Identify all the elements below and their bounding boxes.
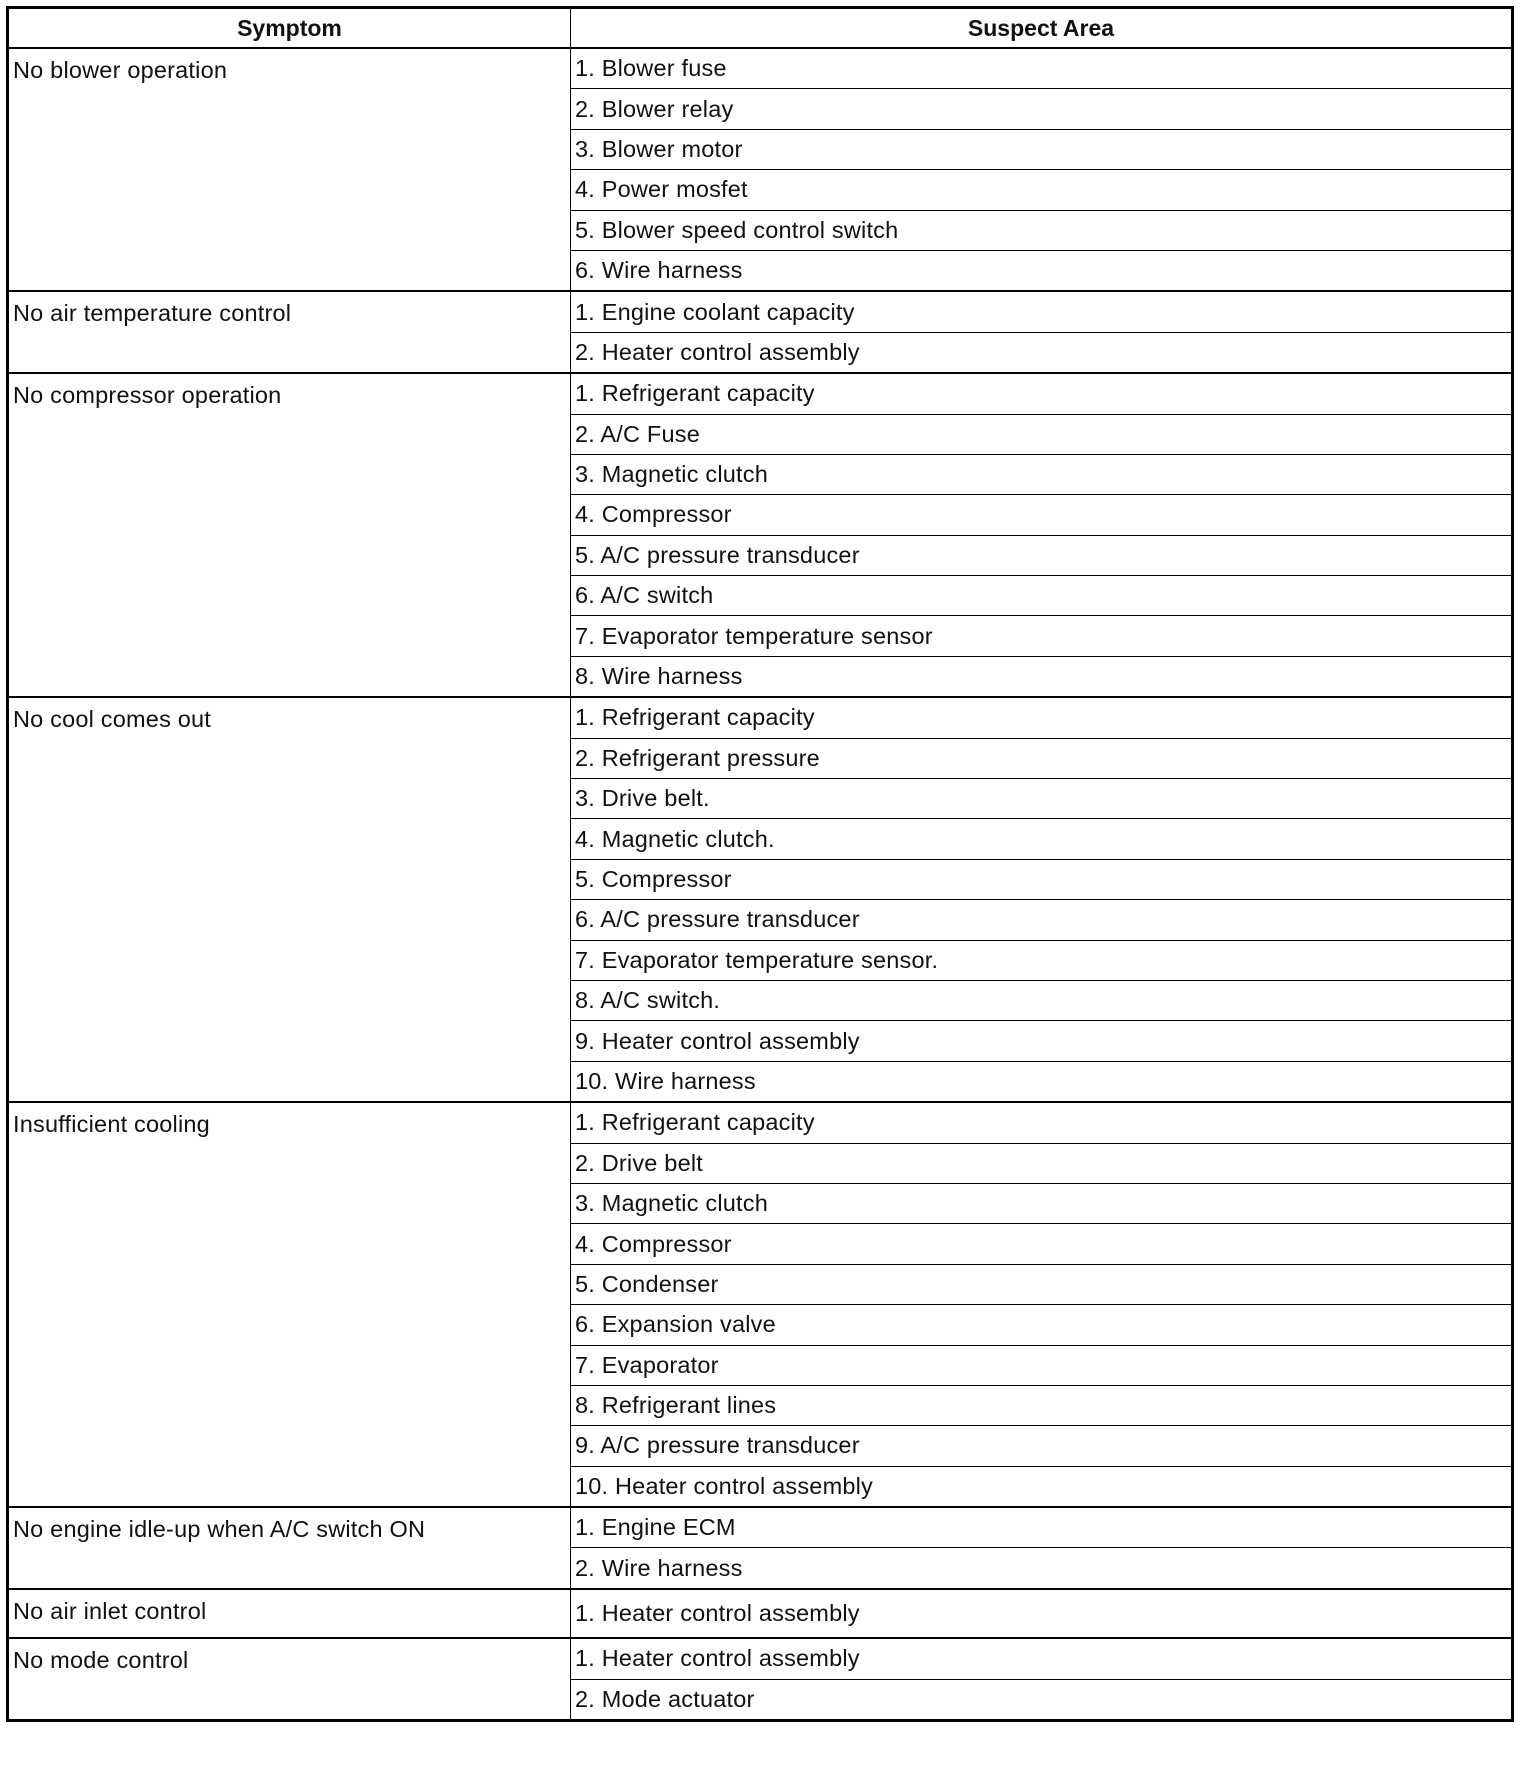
symptom-cell: No cool comes out	[8, 697, 571, 1102]
suspect-area-cell: 10. Wire harness	[571, 1061, 1513, 1102]
suspect-area-cell: 3. Drive belt.	[571, 779, 1513, 819]
suspect-area-cell: 1. Refrigerant capacity	[571, 373, 1513, 414]
suspect-area-cell: 5. A/C pressure transducer	[571, 535, 1513, 575]
table-row	[8, 1638, 1513, 1679]
suspect-area-cell: 1. Refrigerant capacity	[571, 1102, 1513, 1143]
suspect-area-cell: 2. A/C Fuse	[571, 414, 1513, 454]
suspect-area-cell: 4. Compressor	[571, 495, 1513, 535]
symptom-cell: No blower operation	[8, 48, 571, 291]
symptom-cell: No compressor operation	[8, 373, 571, 697]
table-row	[8, 373, 1513, 414]
suspect-area-cell: 2. Heater control assembly	[571, 332, 1513, 373]
suspect-area-cell: 7. Evaporator temperature sensor	[571, 616, 1513, 656]
suspect-area-cell: 4. Power mosfet	[571, 170, 1513, 210]
suspect-area-cell: 8. A/C switch.	[571, 980, 1513, 1020]
symptom-cell: No engine idle-up when A/C switch ON	[8, 1507, 571, 1589]
suspect-area-cell: 2. Drive belt	[571, 1143, 1513, 1183]
suspect-area-cell: 3. Blower motor	[571, 129, 1513, 169]
table-row	[8, 1102, 1513, 1143]
suspect-area-cell: 1. Heater control assembly	[571, 1638, 1513, 1679]
suspect-area-cell: 4. Compressor	[571, 1224, 1513, 1264]
table-row	[8, 48, 1513, 89]
suspect-area-cell: 1. Engine coolant capacity	[571, 291, 1513, 332]
suspect-area-column-header: Suspect Area	[571, 8, 1513, 49]
suspect-area-cell: 2. Refrigerant pressure	[571, 738, 1513, 778]
symptom-column-header: Symptom	[8, 8, 571, 49]
suspect-area-cell: 8. Refrigerant lines	[571, 1385, 1513, 1425]
suspect-area-cell: 1. Refrigerant capacity	[571, 697, 1513, 738]
symptom-cell: No air inlet control	[8, 1589, 571, 1638]
suspect-area-cell: 10. Heater control assembly	[571, 1466, 1513, 1507]
suspect-area-cell: 1. Heater control assembly	[571, 1589, 1513, 1638]
suspect-area-cell: 3. Magnetic clutch	[571, 1183, 1513, 1223]
suspect-area-cell: 6. Expansion valve	[571, 1305, 1513, 1345]
suspect-area-cell: 1. Blower fuse	[571, 48, 1513, 89]
suspect-area-cell: 8. Wire harness	[571, 656, 1513, 697]
header-row	[8, 8, 1513, 49]
suspect-area-cell: 2. Wire harness	[571, 1548, 1513, 1589]
symptom-cell: Insufficient cooling	[8, 1102, 571, 1507]
suspect-area-cell: 6. A/C switch	[571, 576, 1513, 616]
suspect-area-cell: 7. Evaporator temperature sensor.	[571, 940, 1513, 980]
troubleshooting-table-container	[6, 6, 1514, 1722]
troubleshooting-table	[6, 6, 1514, 1722]
table-row	[8, 291, 1513, 332]
table-body	[8, 48, 1513, 1721]
symptom-cell: No mode control	[8, 1638, 571, 1720]
suspect-area-cell: 6. A/C pressure transducer	[571, 900, 1513, 940]
table-row	[8, 1589, 1513, 1638]
suspect-area-cell: 5. Compressor	[571, 859, 1513, 899]
suspect-area-cell: 3. Magnetic clutch	[571, 454, 1513, 494]
suspect-area-cell: 6. Wire harness	[571, 250, 1513, 291]
suspect-area-cell: 2. Mode actuator	[571, 1679, 1513, 1720]
suspect-area-cell: 2. Blower relay	[571, 89, 1513, 129]
suspect-area-cell: 9. A/C pressure transducer	[571, 1426, 1513, 1466]
suspect-area-cell: 5. Condenser	[571, 1264, 1513, 1304]
suspect-area-cell: 9. Heater control assembly	[571, 1021, 1513, 1061]
suspect-area-cell: 4. Magnetic clutch.	[571, 819, 1513, 859]
suspect-area-cell: 1. Engine ECM	[571, 1507, 1513, 1548]
suspect-area-cell: 7. Evaporator	[571, 1345, 1513, 1385]
table-row	[8, 1507, 1513, 1548]
table-row	[8, 697, 1513, 738]
suspect-area-cell: 5. Blower speed control switch	[571, 210, 1513, 250]
symptom-cell: No air temperature control	[8, 291, 571, 373]
